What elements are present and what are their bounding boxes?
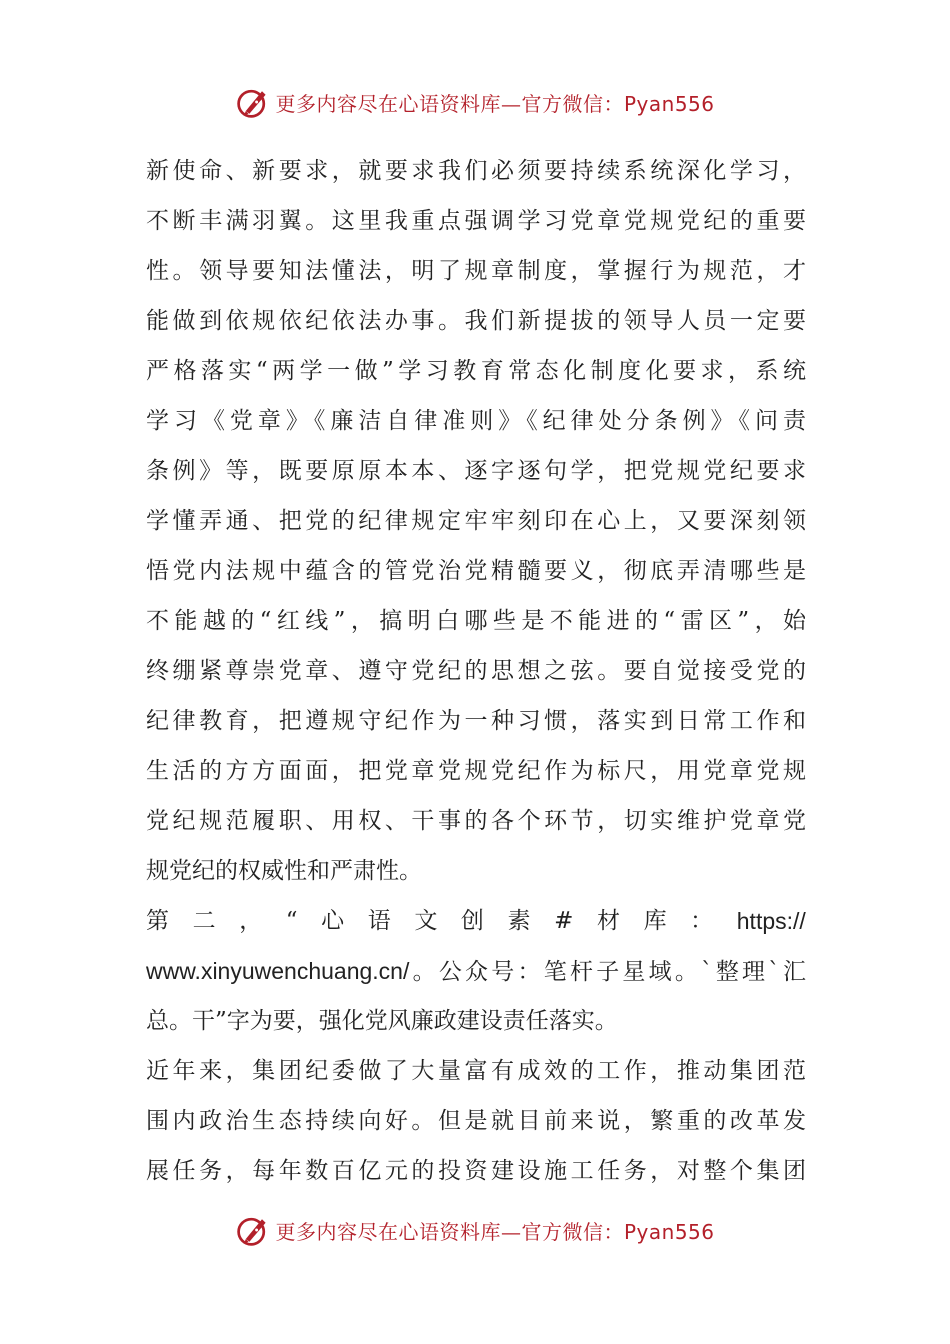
body-line: 近年来，集团纪委做了大量富有成效的工作，推动集团范 [146,1058,806,1084]
section-heading-line-1: 第 二 ， “ 心 语 文 创 素 # 材 库 ： https:// [146,896,806,946]
body-line: 党纪规范履职、用权、干事的各个环节，切实维护党章党 [146,808,806,834]
header-banner-text: 更多内容尽在心语资料库—官方微信： [275,91,624,116]
body-line: 严格落实“两学一做”学习教育常态化制度化要求，系统 [146,358,806,384]
body-line: 规党纪的权威性和严肃性。 [146,858,422,884]
body-line: 性。领导要知法懂法，明了规章制度，掌握行为规范，才 [146,258,806,284]
body-line: 条例》等，既要原原本本、逐字逐句学，把党规党纪要求 [146,458,806,484]
url-start: https:// [736,908,806,934]
body-line: 纪律教育，把遵规守纪作为一种习惯，落实到日常工作和 [146,708,806,734]
footer-wechat-id: Pyan556 [623,1219,715,1244]
header-banner [0,82,950,122]
body-line: 展任务，每年数百亿元的投资建设施工任务，对整个集团 [146,1158,806,1184]
footer-banner-text: 更多内容尽在心语资料库—官方微信： [275,1219,624,1244]
body-line: 能做到依规依纪依法办事。我们新提拔的领导人员一定要 [146,308,806,334]
section-heading-line-2: www.xinyuwenchuang.cn/。公众号：笔杆子星域。`整理`汇 [146,958,806,985]
section-heading-line-3: 总。干”字为要，强化党风廉政建设责任落实。 [146,1008,618,1034]
footer-banner [0,1210,950,1250]
document-body [146,146,806,1196]
body-line: 学习《党章》《廉洁自律准则》《纪律处分条例》《问责 [146,408,806,434]
url-domain: www.xinyuwenchuang.cn/ [146,958,410,984]
body-line: 学懂弄通、把党的纪律规定牢牢刻印在心上，又要深刻领 [146,508,806,534]
body-line: 新使命、新要求，就要求我们必须要持续系统深化学习， [146,158,806,184]
pen-nib-logo-icon [235,84,271,120]
body-line: 不能越的“红线”，搞明白哪些是不能进的“雷区”，始 [146,608,806,634]
body-line: 终绷紧尊崇党章、遵守党纪的思想之弦。要自觉接受党的 [146,658,806,684]
body-line: 生活的方方面面，把党章党规党纪作为标尺，用党章党规 [146,758,806,784]
body-line: 悟党内法规中蕴含的管党治党精髓要义，彻底弄清哪些是 [146,558,806,584]
pen-nib-logo-icon [235,1212,271,1248]
body-line: 不断丰满羽翼。这里我重点强调学习党章党规党纪的重要 [146,208,806,234]
body-line: 围内政治生态持续向好。但是就目前来说，繁重的改革发 [146,1108,806,1134]
header-wechat-id: Pyan556 [623,91,715,116]
